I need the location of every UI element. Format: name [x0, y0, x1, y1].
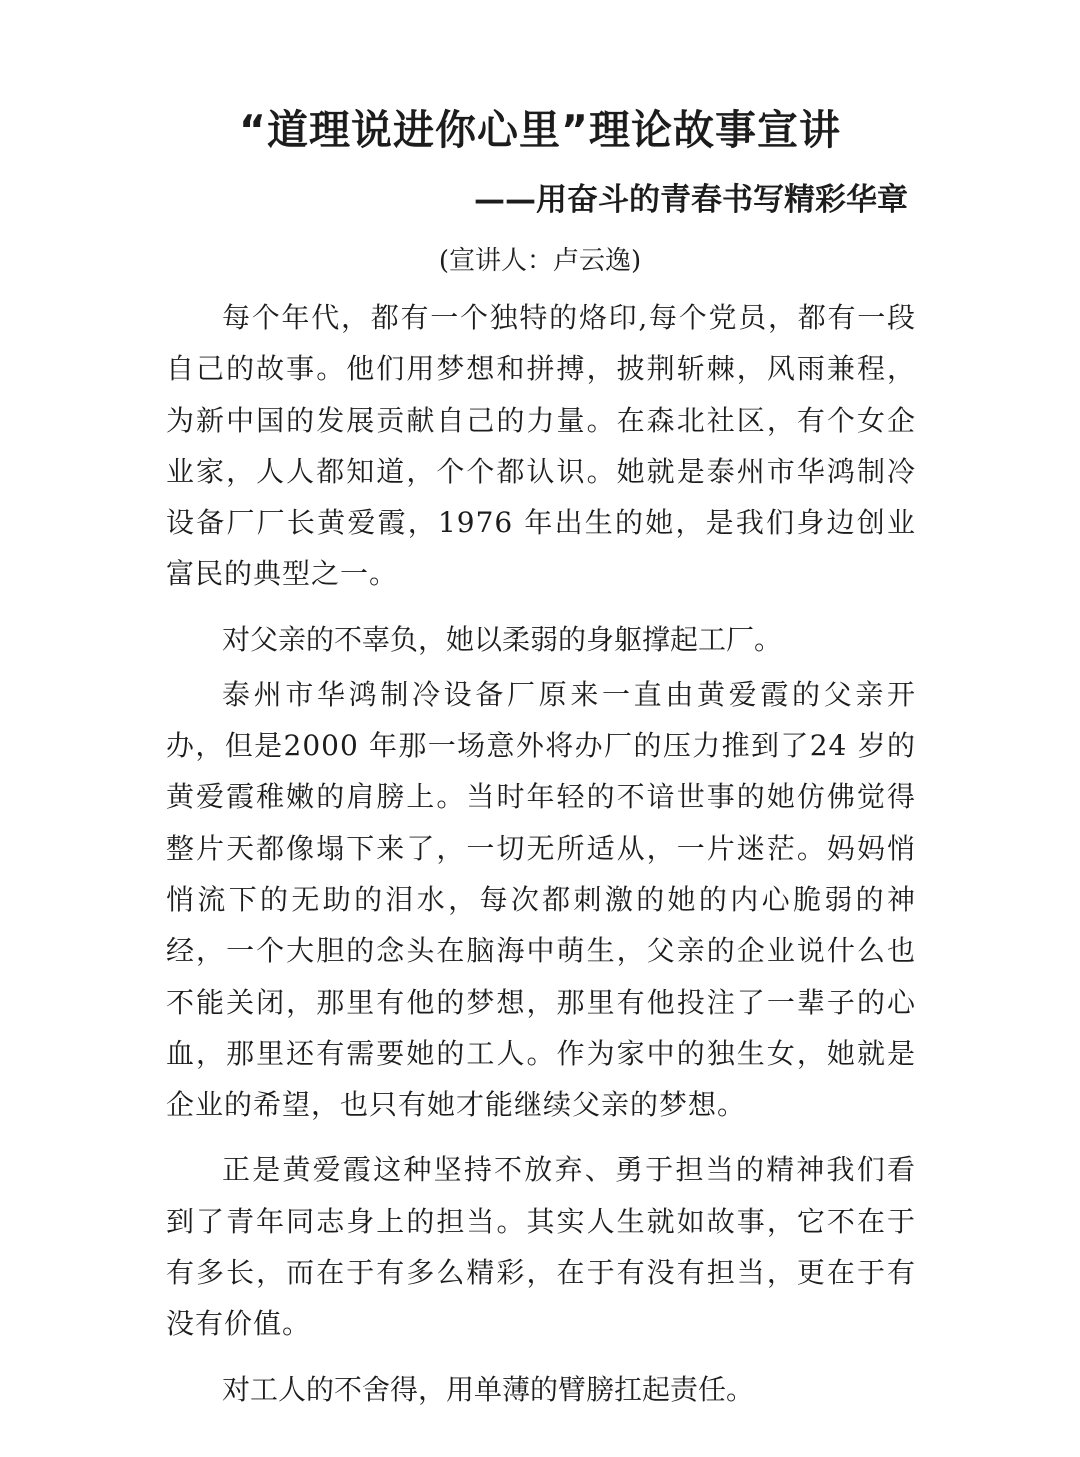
paragraph-father-story: 泰州市华鸿制冷设备厂原来一直由黄爱霞的父亲开办，但是2000 年那一场意外将办厂的压力推到了24 岁的黄爱霞稚嫩的肩膀上。当时年轻的不谙世事的她仿佛觉得整片天都像塌下来了，一切无所适从，一片迷茫。妈妈悄悄流下的无助的泪水，每次都刺激的她的内心脆弱的神经，一个大胆的念头在脑海中萌生，父亲的企业说什么也不能关闭，那里有他的梦想，那里有他投注了一辈子的心血，那里还有需要她的工人。作为家中的独生女，她就是企业的希望，也只有她才能继续父亲的梦想。 — [166, 677, 916, 1122]
section-heading-workers: 对工人的不舍得，用单薄的臂膀扛起责任。 — [222, 1372, 755, 1406]
paragraph-reflection: 正是黄爱霞这种坚持不放弃、勇于担当的精神我们看到了青年同志身上的担当。其实人生就如故事，它不在于有多长，而在于有多么精彩，在于有没有担当，更在于有没有价值。 — [166, 1153, 916, 1341]
document-title: “道理说进你心里”理论故事宣讲 — [239, 106, 841, 154]
section-heading-father: 对父亲的不辜负，她以柔弱的身躯撑起工厂。 — [222, 622, 783, 656]
speaker-credit: (宣讲人：卢云逸) — [438, 246, 642, 276]
document-subtitle: ——用奋斗的青春书写精彩华章 — [474, 182, 908, 218]
paragraph-intro: 每个年代，都有一个独特的烙印,每个党员，都有一段自己的故事。他们用梦想和拼搏，披荆斩棘，风雨兼程，为新中国的发展贡献自己的力量。在森北社区，有个女企业家，人人都知道，个个都认识。她就是泰州市华鸿制冷设备厂厂长黄爱霞，1976 年出生的她，是我们身边创业富民的典型之一。 — [166, 301, 916, 591]
document-body — [166, 292, 916, 1419]
